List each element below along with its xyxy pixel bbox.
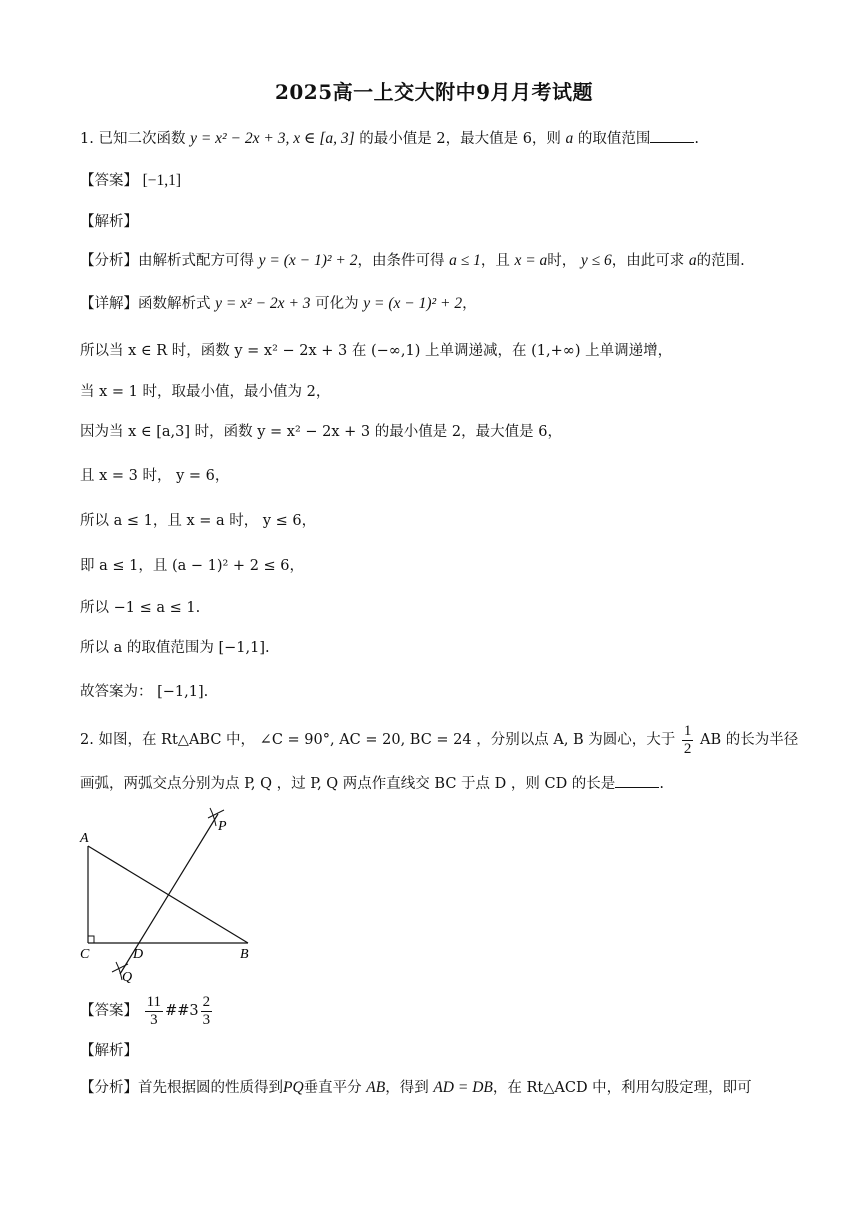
question-text: 的取值范围 [577, 131, 651, 147]
question-number: 2. [80, 732, 94, 748]
question-1 [80, 128, 699, 150]
fraction [145, 994, 163, 1029]
fraction-denominator: 2 [683, 740, 692, 757]
question-text: 的最小值是 2，最大值是 6，则 [359, 131, 561, 147]
text: 时， [547, 253, 577, 269]
math: y = (x − 1)² + 2 [258, 252, 358, 269]
answer-blank [650, 128, 694, 143]
question-text: AB 的长为半径 [700, 732, 799, 748]
solution-step: 即 a ≤ 1，且 (a − 1)² + 2 ≤ 6， [80, 558, 305, 574]
analysis-tag: 【解析】 [80, 214, 138, 230]
math: AB [366, 1079, 386, 1096]
math: PQ [283, 1079, 304, 1096]
xiangjie-tag: 【详解】 [80, 296, 138, 312]
fenxi-tag: 【分析】 [80, 1080, 138, 1096]
label-b: B [240, 947, 249, 962]
analysis-tag: 【解析】 [80, 1043, 138, 1059]
punct: . [659, 776, 664, 792]
text: 垂直平分 [303, 1080, 362, 1096]
solution-step: 因为当 x ∈ [a,3] 时，函数 y = x² − 2x + 3 的最小值是 2，最大值是 6， [80, 424, 562, 440]
question-2-line-2 [80, 773, 664, 795]
text: ，由此可求 [611, 253, 685, 269]
fenxi-tag: 【分析】 [80, 253, 138, 269]
fraction-denominator: 3 [150, 1011, 158, 1028]
label-p: P [218, 819, 227, 834]
text: ，且 [480, 253, 510, 269]
solution-step: 所以 a 的取值范围为 [−1,1]. [80, 640, 270, 656]
text: 可化为 [315, 296, 359, 312]
math: a [688, 252, 697, 269]
solution-step: 且 x = 3 时， y = 6， [80, 468, 230, 484]
page-title: 2025高一上交大附中9月月考试题 [274, 80, 594, 104]
label-c: C [80, 947, 90, 962]
fraction-numerator: 11 [146, 993, 162, 1010]
solution-step: 所以 −1 ≤ a ≤ 1. [80, 600, 201, 616]
question-text: 画弧，两弧交点分别为点 P, Q ，过 P, Q 两点作直线交 BC 于点 D ，则 CD 的长是 [80, 776, 616, 792]
answer-blank [615, 773, 659, 788]
right-angle-mark [88, 936, 94, 943]
text: ，由条件可得 [357, 253, 445, 269]
text: ， [462, 296, 477, 312]
answer-tag: 【答案】 [80, 173, 138, 189]
answer-2 [80, 992, 214, 1030]
math: y ≤ 6 [580, 252, 612, 269]
math: x = a [514, 252, 548, 269]
fraction [682, 723, 694, 758]
question-text: 如图，在 Rt△ABC 中， ∠C = 90°, AC = 20, BC = 24 ，分别以点 A, B 为圆心，大于 [98, 732, 676, 748]
geometry-figure [76, 806, 266, 986]
xiangjie-1 [80, 293, 477, 315]
label-a: A [80, 831, 89, 846]
label-d: D [133, 947, 144, 962]
question-number: 1. [80, 131, 94, 147]
text: ，得到 [385, 1080, 429, 1096]
function-expression: y = x² − 2x + 3, x ∈ [a, 3] [190, 130, 355, 147]
question-2 [80, 722, 798, 758]
answer-1 [80, 170, 181, 192]
separator: ## [165, 1003, 190, 1019]
fenxi-2 [80, 1077, 752, 1099]
fenxi-1 [80, 250, 745, 272]
text: ，在 Rt△ACD 中，利用勾股定理，即可 [492, 1080, 752, 1096]
answer-value: [−1,1] [142, 172, 182, 189]
fraction [201, 994, 213, 1029]
fraction-numerator: 2 [202, 993, 211, 1010]
question-text: 已知二次函数 [98, 131, 186, 147]
solution-step: 当 x = 1 时，取最小值，最小值为 2， [80, 384, 331, 400]
variable: a [565, 130, 574, 147]
text: 函数解析式 [138, 296, 211, 312]
solution-step: 故答案为： [−1,1]. [80, 684, 209, 700]
punct: . [694, 131, 700, 147]
answer-tag: 【答案】 [80, 1003, 138, 1019]
solution-step: 所以 a ≤ 1，且 x = a 时， y ≤ 6， [80, 513, 317, 529]
solution-step: 所以当 x ∈ R 时，函数 y = x² − 2x + 3 在 (−∞,1) 上单调递减，在 (1,+∞) 上单调递增， [80, 343, 673, 359]
text: 的范围. [696, 253, 745, 269]
mixed-whole: 3 [189, 1003, 199, 1019]
math: a ≤ 1 [449, 252, 481, 269]
fraction-numerator: 1 [683, 722, 692, 739]
text: 由解析式配方可得 [138, 253, 254, 269]
math: y = (x − 1)² + 2 [363, 295, 463, 312]
label-q: Q [122, 970, 133, 985]
text: 首先根据圆的性质得到 [138, 1080, 283, 1096]
fraction-denominator: 3 [202, 1011, 211, 1028]
math: AD = DB [433, 1079, 493, 1096]
math: y = x² − 2x + 3 [215, 295, 311, 312]
